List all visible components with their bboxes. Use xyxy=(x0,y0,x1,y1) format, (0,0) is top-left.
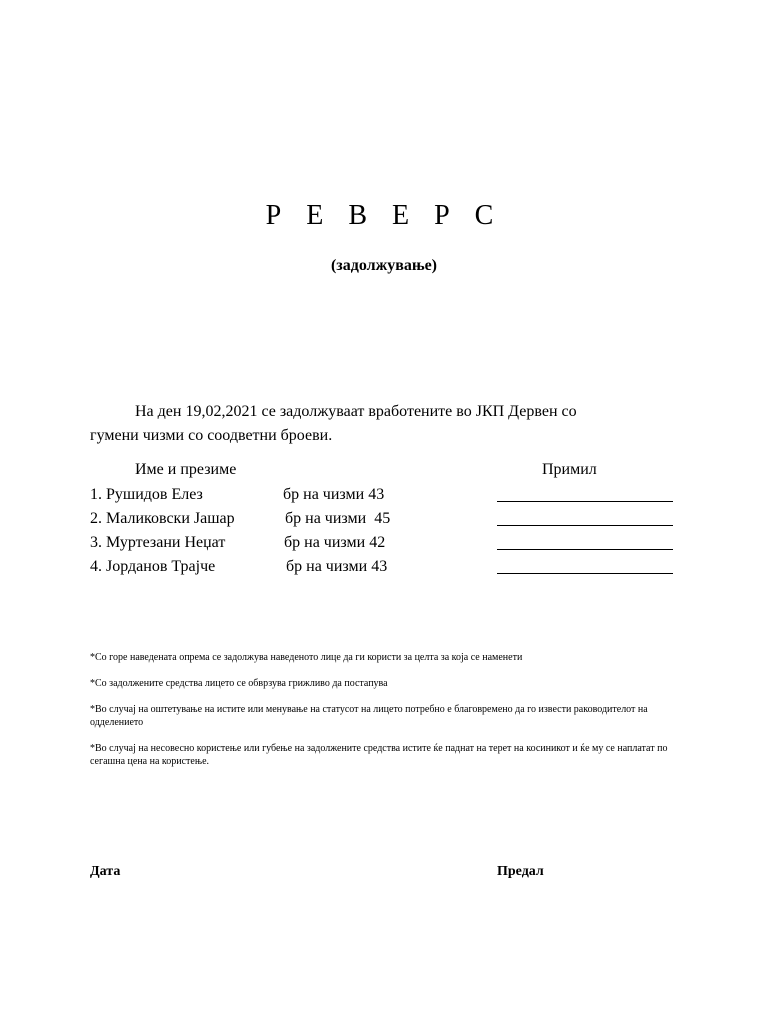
employee-name: 2. Маликовски Јашар xyxy=(90,510,235,527)
signature-line xyxy=(497,501,673,502)
name-column-header: Име и презиме xyxy=(135,461,237,478)
employee-name: 4. Јорданов Трајче xyxy=(90,558,216,575)
intro-line-1: На ден 19,02,2021 се задолжуваат вработените во ЈКП Дервен со xyxy=(135,403,577,420)
employee-row xyxy=(0,486,768,508)
note-item: *Со горе наведената опрема се задолжува наведеното лице да ги користи за целта за која се наменети xyxy=(90,652,523,663)
note-item: *Со задолжените средства лицето се обврзува грижливо да постапува xyxy=(90,678,388,689)
note-item: *Во случај на оштетување на истите или менување на статусот на лицето потребно е благовремено да го извести раководителот на одделението xyxy=(90,704,648,728)
signature-line xyxy=(497,525,673,526)
intro-line-2: гумени чизми со соодветни броеви. xyxy=(90,427,333,444)
boot-size: бр на чизми 43 xyxy=(283,486,385,503)
date-label: Дата xyxy=(90,864,121,879)
boot-size: бр на чизми 45 xyxy=(285,510,391,527)
boot-size: бр на чизми 43 xyxy=(286,558,388,575)
employee-row xyxy=(0,558,768,580)
received-column-header: Примил xyxy=(542,461,597,478)
employee-name: 1. Рушидов Елез xyxy=(90,486,203,503)
signature-line xyxy=(497,549,673,550)
employee-name: 3. Муртезани Неџат xyxy=(90,534,226,551)
handed-over-label: Предал xyxy=(497,864,544,879)
notes-section xyxy=(90,651,686,781)
document-subtitle: (задолжување) xyxy=(330,257,438,274)
boot-size: бр на чизми 42 xyxy=(284,534,386,551)
employee-row xyxy=(0,534,768,556)
intro-paragraph xyxy=(90,400,650,448)
document-title: Р Е В Е Р С xyxy=(265,200,503,231)
employee-row xyxy=(0,510,768,532)
signature-line xyxy=(497,573,673,574)
note-item: *Во случај на несовесно користење или губење на задолжените средства истите ќе паднат на терет на косиникот и ќе му се наплатат по сегашна цена на користење. xyxy=(90,743,668,767)
